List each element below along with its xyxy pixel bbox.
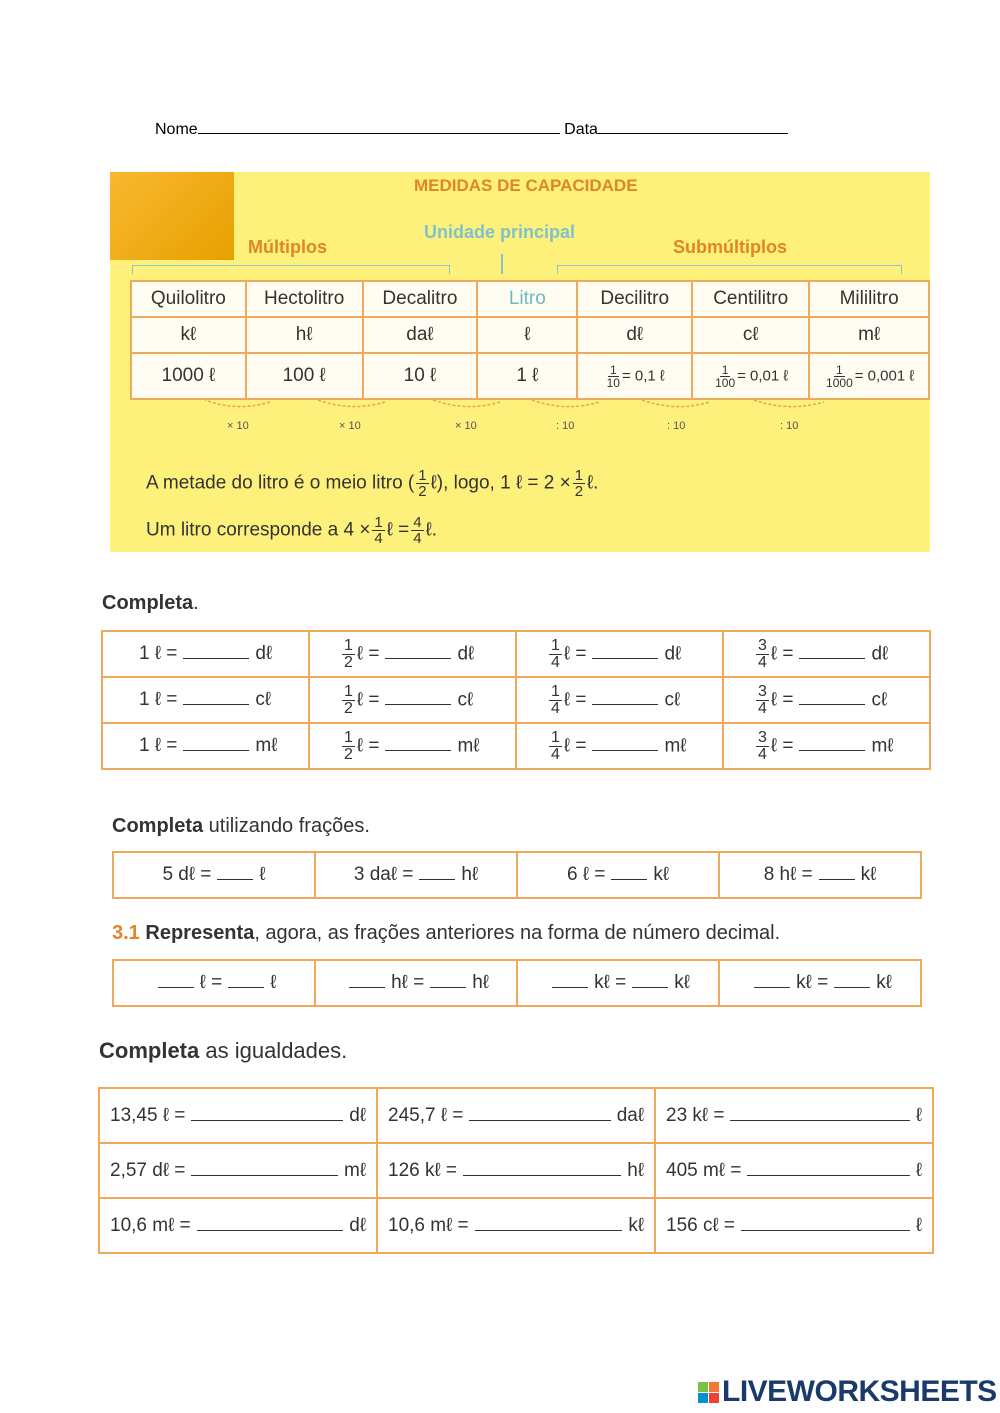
op-label: : 10	[667, 420, 686, 432]
unit-value-fraction	[577, 353, 692, 399]
answer-blank[interactable]	[469, 1119, 610, 1121]
info-line-1: A metade do litro é o meio litro ( $\frac{1}{2}$ ℓ), logo, 1 ℓ = 2 × $\frac{1}{2}$ ℓ.	[146, 467, 599, 500]
frac-den: 4	[551, 653, 560, 671]
exercise-cell	[655, 1198, 933, 1253]
answer-blank[interactable]	[419, 878, 455, 880]
exercise-cell	[516, 723, 723, 769]
answer-blank[interactable]	[799, 703, 865, 705]
cell-unit: mℓ	[664, 735, 687, 757]
exercise-4-table	[98, 1087, 934, 1254]
table-row	[99, 1143, 933, 1198]
cell-unit: cℓ	[871, 689, 888, 711]
table-row	[113, 960, 921, 1006]
multiplos-label: Múltiplos	[248, 237, 327, 257]
cell-mid: ℓ =	[199, 972, 223, 993]
exercise-cell	[113, 960, 315, 1006]
frac-num: 3	[758, 682, 767, 700]
unit-name: Hectolitro	[246, 281, 363, 317]
frac-den: 2	[344, 745, 353, 763]
cell-prefix: 5 dℓ =	[162, 864, 212, 885]
frac-den: 100	[715, 375, 736, 390]
answer-blank[interactable]	[385, 657, 451, 659]
exercise-cell	[315, 960, 517, 1006]
cell-unit: ℓ	[915, 1159, 922, 1181]
info-title: MEDIDAS DE CAPACIDADE	[414, 176, 638, 195]
date-label: Data	[564, 121, 598, 138]
table-row	[102, 677, 930, 723]
cell-prefix: 405 mℓ =	[666, 1159, 742, 1181]
unit-symbol: daℓ	[363, 317, 478, 353]
exercise-cell	[102, 631, 309, 677]
unit-value-fraction	[809, 353, 929, 399]
conversion-table	[130, 280, 930, 400]
arrow-div	[532, 400, 600, 407]
fraction	[756, 684, 769, 717]
unit-name: Mililitro	[809, 281, 929, 317]
op-label: × 10	[339, 420, 361, 432]
answer-blank[interactable]	[217, 878, 253, 880]
cell-unit: kℓ	[860, 864, 877, 885]
answer-blank[interactable]	[741, 1229, 910, 1231]
exercise-cell	[517, 852, 719, 898]
answer-blank[interactable]	[158, 986, 194, 988]
cell-prefix: ℓ =	[563, 643, 587, 665]
table-row	[102, 631, 930, 677]
fraction	[756, 730, 769, 763]
cell-prefix: 23 kℓ =	[666, 1104, 725, 1126]
answer-blank[interactable]	[834, 986, 870, 988]
exercise-3-table	[112, 959, 922, 1007]
info-line-2: Um litro corresponde a 4 × $\frac{1}{4}$ ℓ = $\frac{4}{4}$ ℓ.	[146, 514, 438, 547]
exercise-cell	[99, 1198, 377, 1253]
date-field[interactable]	[598, 132, 788, 134]
text: ℓ.	[587, 472, 599, 494]
arrow-div	[642, 400, 710, 407]
unit-symbol: hℓ	[246, 317, 363, 353]
cell-prefix: ℓ =	[356, 689, 380, 711]
fraction	[756, 638, 769, 671]
exercise-cell	[309, 631, 516, 677]
section-2-title	[112, 815, 370, 838]
answer-blank[interactable]	[730, 1119, 909, 1121]
cell-prefix: 3 daℓ =	[353, 864, 414, 885]
arrow-mult	[318, 400, 385, 407]
cell-prefix: 156 cℓ =	[666, 1214, 735, 1236]
units-row	[131, 281, 929, 317]
exercise-cell	[315, 852, 517, 898]
fraction	[549, 684, 562, 717]
frac-den: 4	[758, 745, 767, 763]
cell-prefix: 10,6 mℓ =	[110, 1214, 191, 1236]
frac-den: 4	[758, 653, 767, 671]
frac-den: 4	[551, 745, 560, 763]
submultiplos-label: Submúltiplos	[673, 237, 787, 257]
op-label: : 10	[556, 420, 575, 432]
answer-blank[interactable]	[754, 986, 790, 988]
unit-symbol: mℓ	[809, 317, 929, 353]
exercise-1-table	[101, 630, 931, 770]
answer-blank[interactable]	[747, 1174, 910, 1176]
cell-unit: ℓ	[270, 972, 277, 993]
answer-blank[interactable]	[385, 703, 451, 705]
answer-blank[interactable]	[819, 878, 855, 880]
exercise-cell	[655, 1143, 933, 1198]
bold-word: Completa	[112, 815, 204, 837]
cell-mid: kℓ =	[796, 972, 829, 993]
frac-num: 1	[551, 728, 560, 746]
exercise-cell	[723, 723, 930, 769]
unit-value: 1 ℓ	[477, 353, 577, 399]
answer-blank[interactable]	[430, 986, 466, 988]
info-box	[110, 172, 930, 552]
answer-blank[interactable]	[592, 749, 658, 751]
answer-blank[interactable]	[632, 986, 668, 988]
text: ℓ.	[425, 519, 438, 541]
arrow-mult	[205, 400, 270, 407]
frac-rest: = 0,01 ℓ	[737, 366, 789, 384]
unit-symbol: cℓ	[692, 317, 809, 353]
cell-unit: ℓ	[915, 1104, 922, 1126]
unit-symbol: dℓ	[577, 317, 692, 353]
table-row	[99, 1088, 933, 1143]
frac-rest: = 0,1 ℓ	[621, 366, 665, 384]
frac-den: 1000	[826, 375, 853, 390]
unit-symbol: kℓ	[131, 317, 246, 353]
unit-name: Quilolitro	[131, 281, 246, 317]
frac-num: 1	[551, 682, 560, 700]
cell-unit: daℓ	[616, 1104, 644, 1126]
exercise-cell	[99, 1143, 377, 1198]
frac-num: 1	[551, 636, 560, 654]
answer-blank[interactable]	[191, 1174, 338, 1176]
answer-blank[interactable]	[349, 986, 385, 988]
exercise-cell	[719, 852, 921, 898]
answer-blank[interactable]	[592, 703, 658, 705]
answer-blank[interactable]	[191, 1119, 343, 1121]
values-row	[131, 353, 929, 399]
answer-blank[interactable]	[552, 986, 588, 988]
answer-blank[interactable]	[183, 703, 249, 705]
exercise-cell	[377, 1143, 655, 1198]
cell-prefix: 245,7 ℓ =	[388, 1104, 464, 1126]
cell-prefix: ℓ =	[356, 735, 380, 757]
exercise-cell	[516, 677, 723, 723]
frac-num: 1	[344, 682, 353, 700]
exercise-cell	[723, 677, 930, 723]
cell-unit: kℓ	[653, 864, 670, 885]
text: as igualdades.	[199, 1038, 348, 1063]
frac-num: 1	[721, 362, 729, 377]
frac-num: 3	[758, 728, 767, 746]
op-label: × 10	[455, 420, 477, 432]
brand-text: LIVEWORKSHEETS	[722, 1375, 997, 1408]
text: , agora, as frações anteriores na forma de número decimal.	[254, 922, 781, 944]
cell-unit: kℓ	[628, 1214, 644, 1236]
unit-value: 100 ℓ	[246, 353, 363, 399]
exercise-cell	[377, 1198, 655, 1253]
cell-unit: mℓ	[255, 735, 278, 756]
brand-logo	[698, 1375, 997, 1409]
cell-unit: mℓ	[344, 1159, 366, 1181]
cell-mid: kℓ =	[594, 972, 627, 993]
answer-blank[interactable]	[463, 1174, 621, 1176]
cell-unit: dℓ	[349, 1214, 366, 1236]
cell-mid: hℓ =	[391, 972, 425, 993]
name-field[interactable]	[198, 132, 560, 134]
submultiplos-bracket	[557, 265, 902, 274]
cell-prefix: 8 hℓ =	[763, 864, 813, 885]
table-row	[113, 852, 921, 898]
frac-num: 1	[344, 728, 353, 746]
section-4-title	[99, 1038, 347, 1064]
answer-blank[interactable]	[385, 749, 451, 751]
frac-den: 10	[606, 375, 620, 390]
exercise-cell	[99, 1088, 377, 1143]
text: ℓ), logo, 1 ℓ = 2 ×	[430, 472, 571, 494]
answer-blank[interactable]	[183, 657, 249, 659]
frac-den: 4	[551, 699, 560, 717]
exercise-2-table	[112, 851, 922, 899]
exercise-cell	[516, 631, 723, 677]
arrow-mult	[433, 400, 500, 407]
text: .	[193, 592, 199, 614]
answer-blank[interactable]	[592, 657, 658, 659]
exercise-cell	[719, 960, 921, 1006]
cell-prefix: ℓ =	[356, 643, 380, 665]
name-label: Nome	[155, 121, 198, 138]
answer-blank[interactable]	[197, 1229, 344, 1231]
cell-prefix: 6 ℓ =	[566, 864, 606, 885]
exercise-cell	[517, 960, 719, 1006]
answer-blank[interactable]	[475, 1229, 623, 1231]
cell-unit: ℓ	[915, 1214, 922, 1236]
text: A metade do litro é o meio litro (	[146, 472, 415, 494]
text: utilizando frações.	[203, 815, 370, 837]
cell-prefix: 126 kℓ =	[388, 1159, 457, 1181]
cell-unit: ℓ	[259, 864, 266, 885]
op-label: : 10	[780, 420, 799, 432]
fraction	[549, 730, 562, 763]
cell-unit: dℓ	[457, 643, 475, 665]
table-row	[102, 723, 930, 769]
cell-unit: kℓ	[876, 972, 892, 993]
cell-prefix: ℓ =	[563, 689, 587, 711]
cell-unit: hℓ	[472, 972, 489, 993]
unit-value: 1000 ℓ	[131, 353, 246, 399]
section-3-title	[112, 922, 780, 945]
exercise-cell	[723, 631, 930, 677]
decorative-square	[110, 172, 234, 260]
frac-den: 2	[344, 653, 353, 671]
cell-prefix: ℓ =	[563, 735, 587, 757]
answer-blank[interactable]	[228, 986, 264, 988]
cell-prefix: 1 ℓ =	[139, 643, 178, 664]
cell-unit: mℓ	[457, 735, 480, 757]
principal-label: Unidade principal	[424, 222, 576, 242]
frac-num: 1	[609, 362, 617, 377]
cell-prefix: 2,57 dℓ =	[110, 1159, 186, 1181]
exercise-cell	[309, 723, 516, 769]
cell-prefix: 1 ℓ =	[139, 689, 178, 710]
principal-tick	[501, 254, 503, 274]
bold-word: Completa	[102, 592, 194, 614]
cell-unit: kℓ	[674, 972, 690, 993]
frac-den: 4	[758, 699, 767, 717]
exercise-cell	[102, 723, 309, 769]
exercise-cell	[102, 677, 309, 723]
cell-unit: hℓ	[627, 1159, 644, 1181]
section-number: 3.1	[112, 922, 140, 944]
unit-name: Decalitro	[363, 281, 478, 317]
text: Um litro corresponde a 4 ×	[146, 519, 371, 541]
name-date-line	[155, 121, 788, 139]
cell-unit: dℓ	[664, 643, 682, 665]
frac-num: 3	[758, 636, 767, 654]
cell-unit: cℓ	[255, 689, 272, 710]
cell-unit: cℓ	[664, 689, 681, 711]
arrow-div	[754, 400, 824, 407]
section-1-title	[102, 592, 199, 615]
fraction	[342, 684, 355, 717]
exercise-cell	[309, 677, 516, 723]
cell-unit: cℓ	[457, 689, 474, 711]
fraction	[549, 638, 562, 671]
cell-unit: hℓ	[461, 864, 479, 885]
frac-den: 2	[344, 699, 353, 717]
op-label: × 10	[227, 420, 249, 432]
cell-prefix: ℓ =	[770, 643, 794, 665]
cell-unit: mℓ	[871, 735, 894, 757]
answer-blank[interactable]	[611, 878, 647, 880]
frac-num: 1	[344, 636, 353, 654]
symbols-row	[131, 317, 929, 353]
frac-rest: = 0,001 ℓ	[854, 366, 915, 384]
bold-word: Completa	[99, 1038, 200, 1063]
text: ℓ =	[386, 519, 410, 541]
exercise-cell	[655, 1088, 933, 1143]
unit-symbol: ℓ	[477, 317, 577, 353]
multiplos-bracket	[132, 265, 450, 274]
cell-prefix: ℓ =	[770, 735, 794, 757]
cell-prefix: 1 ℓ =	[139, 735, 178, 756]
exercise-cell	[377, 1088, 655, 1143]
fraction	[342, 730, 355, 763]
conversion-arrows	[110, 394, 930, 414]
unit-value-fraction	[692, 353, 809, 399]
frac-num: 1	[836, 362, 843, 377]
cell-prefix: 13,45 ℓ =	[110, 1104, 186, 1126]
logo-icon	[698, 1382, 719, 1403]
cell-prefix: 10,6 mℓ =	[388, 1214, 469, 1236]
answer-blank[interactable]	[799, 657, 865, 659]
bold-word: Representa	[145, 922, 255, 944]
answer-blank[interactable]	[799, 749, 865, 751]
answer-blank[interactable]	[183, 749, 249, 751]
exercise-cell	[113, 852, 315, 898]
unit-name: Centilitro	[692, 281, 809, 317]
cell-unit: dℓ	[349, 1104, 366, 1126]
cell-unit: dℓ	[871, 643, 889, 665]
table-row	[99, 1198, 933, 1253]
unit-name: Litro	[477, 281, 577, 317]
fraction	[342, 638, 355, 671]
unit-name: Decilitro	[577, 281, 692, 317]
cell-unit: dℓ	[255, 643, 273, 664]
cell-prefix: ℓ =	[770, 689, 794, 711]
unit-value: 10 ℓ	[363, 353, 478, 399]
